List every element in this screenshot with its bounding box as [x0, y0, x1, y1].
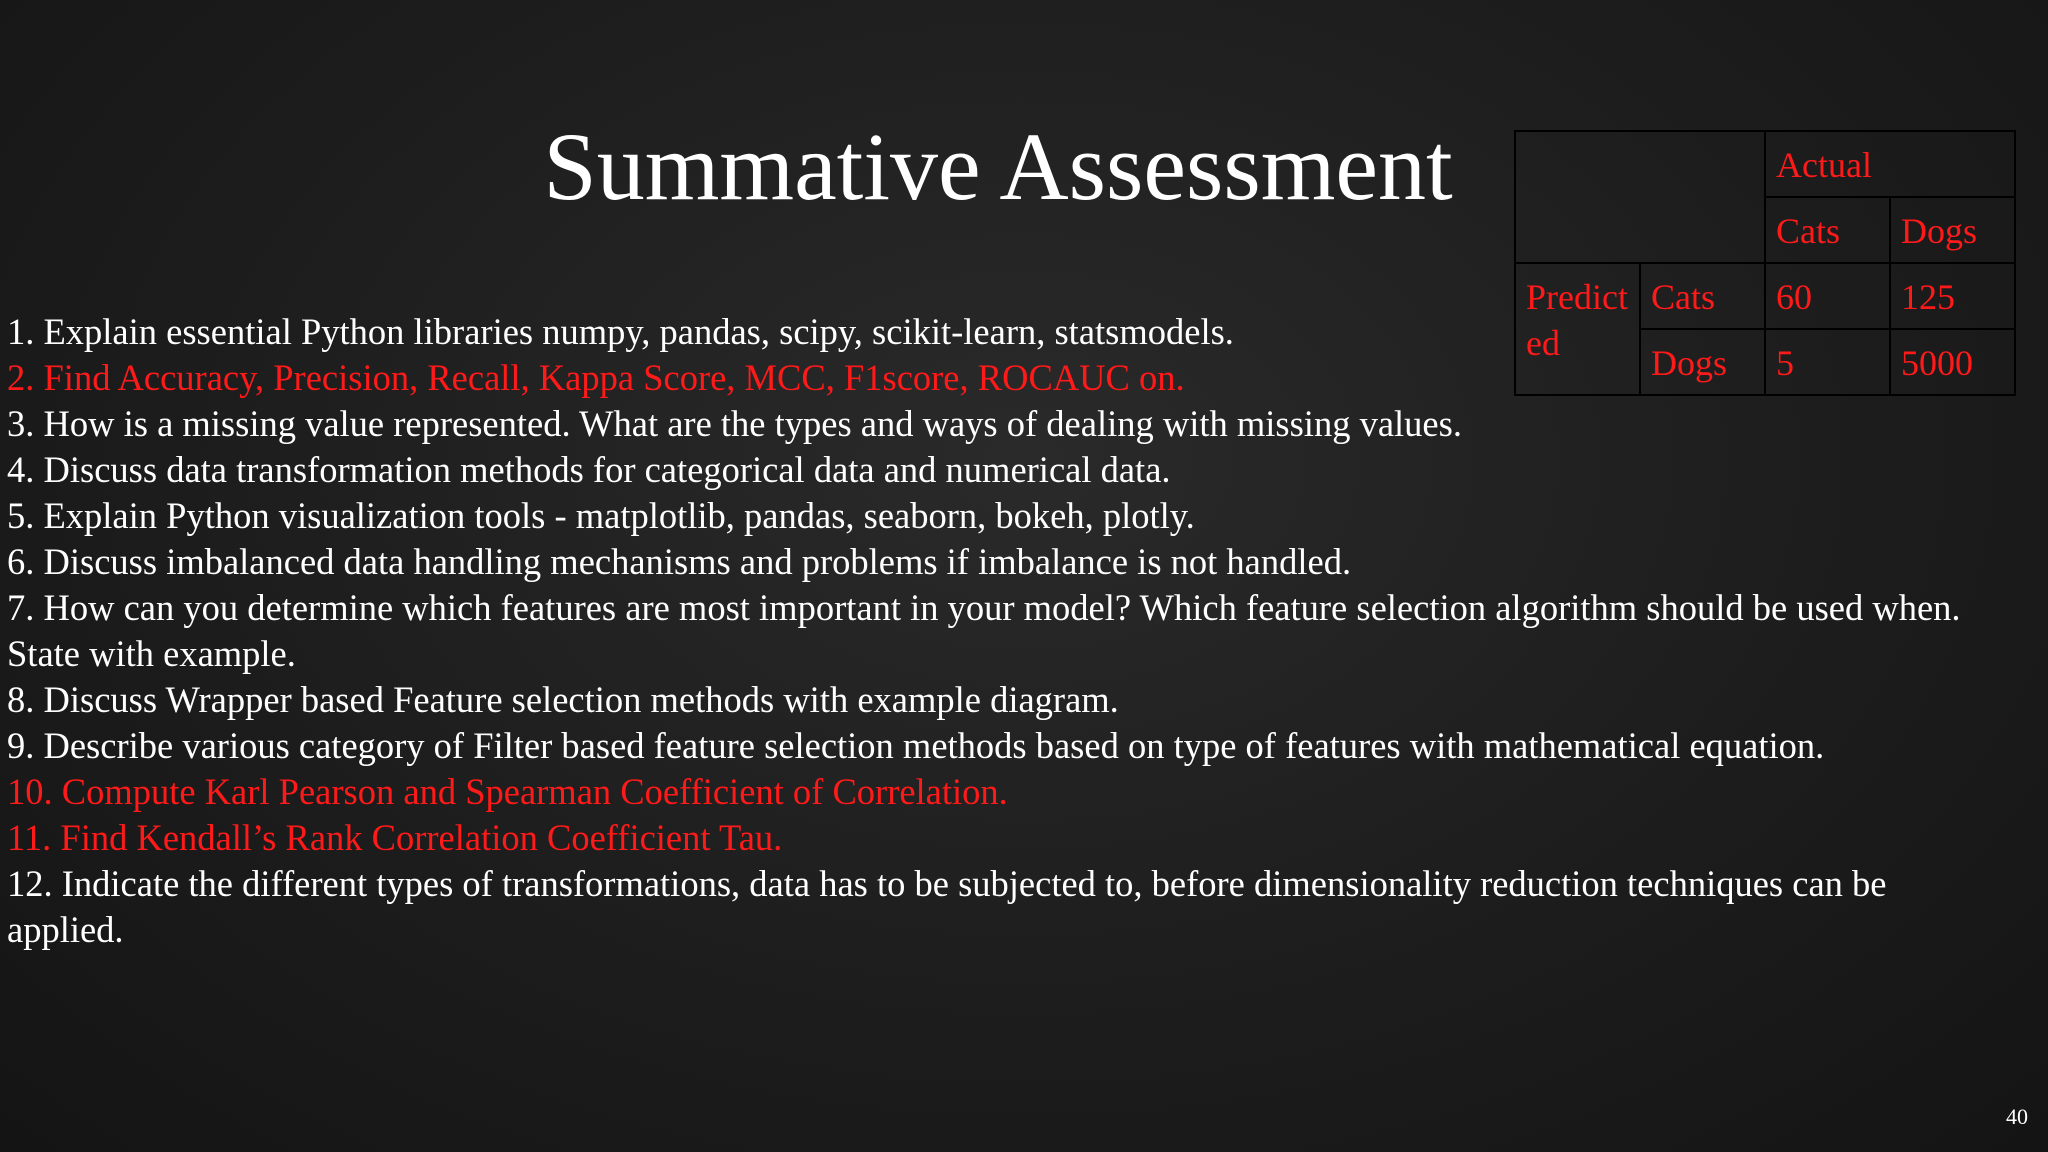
actual-header-cell	[1765, 131, 2015, 197]
question-list	[7, 309, 1997, 953]
question-item-10: 10. Compute Karl Pearson and Spearman Coefficient of Correlation.	[7, 771, 1008, 812]
question-item-3: 3. How is a missing value represented. What are the types and ways of dealing with missing values.	[7, 403, 1462, 444]
question-item-4: 4. Discuss data transformation methods for categorical data and numerical data.	[7, 449, 1171, 490]
question-item-11: 11. Find Kendall’s Rank Correlation Coefficient Tau.	[7, 817, 783, 858]
question-item-7: 7. How can you determine which features are most important in your model? Which feature selection algorithm should be used when. State with example.	[7, 587, 1961, 674]
predicted-row-label-cats: Cats	[1651, 277, 1716, 317]
table-corner-cell	[1515, 131, 1765, 263]
question-item-8: 8. Discuss Wrapper based Feature selection methods with example diagram.	[7, 679, 1119, 720]
actual-column-label-dogs: Dogs	[1901, 211, 1978, 251]
question-item-6: 6. Discuss imbalanced data handling mechanisms and problems if imbalance is not handled.	[7, 541, 1352, 582]
value-dogs-cats: 5	[1776, 343, 1794, 383]
predicted-header-label: Predicted	[1526, 277, 1628, 363]
question-item-1: 1. Explain essential Python libraries numpy, pandas, scipy, scikit-learn, statsmodels.	[7, 311, 1234, 352]
actual-column-header-cats	[1765, 197, 1890, 263]
value-cats-cats: 60	[1776, 277, 1812, 317]
actual-header-label: Actual	[1776, 145, 1872, 185]
value-cats-dogs: 125	[1901, 277, 1955, 317]
question-item-2: 2. Find Accuracy, Precision, Recall, Kappa Score, MCC, F1score, ROCAUC on.	[7, 357, 1185, 398]
question-item-9: 9. Describe various category of Filter based feature selection methods based on type of features with mathematical equation.	[7, 725, 1825, 766]
question-item-12: 12. Indicate the different types of transformations, data has to be subjected to, before dimensionality reduction techniques can be applied.	[7, 863, 1887, 950]
question-item-5: 5. Explain Python visualization tools - matplotlib, pandas, seaborn, bokeh, plotly.	[7, 495, 1195, 536]
actual-column-label-cats: Cats	[1776, 211, 1841, 251]
actual-column-header-dogs	[1890, 197, 2015, 263]
value-dogs-dogs: 5000	[1901, 343, 1973, 383]
page-number: 40	[2006, 1104, 2028, 1129]
slide-title-text: Summative Assessment	[543, 113, 1453, 221]
table-header-row-actual	[1515, 131, 2015, 197]
predicted-row-label-dogs: Dogs	[1651, 343, 1728, 383]
